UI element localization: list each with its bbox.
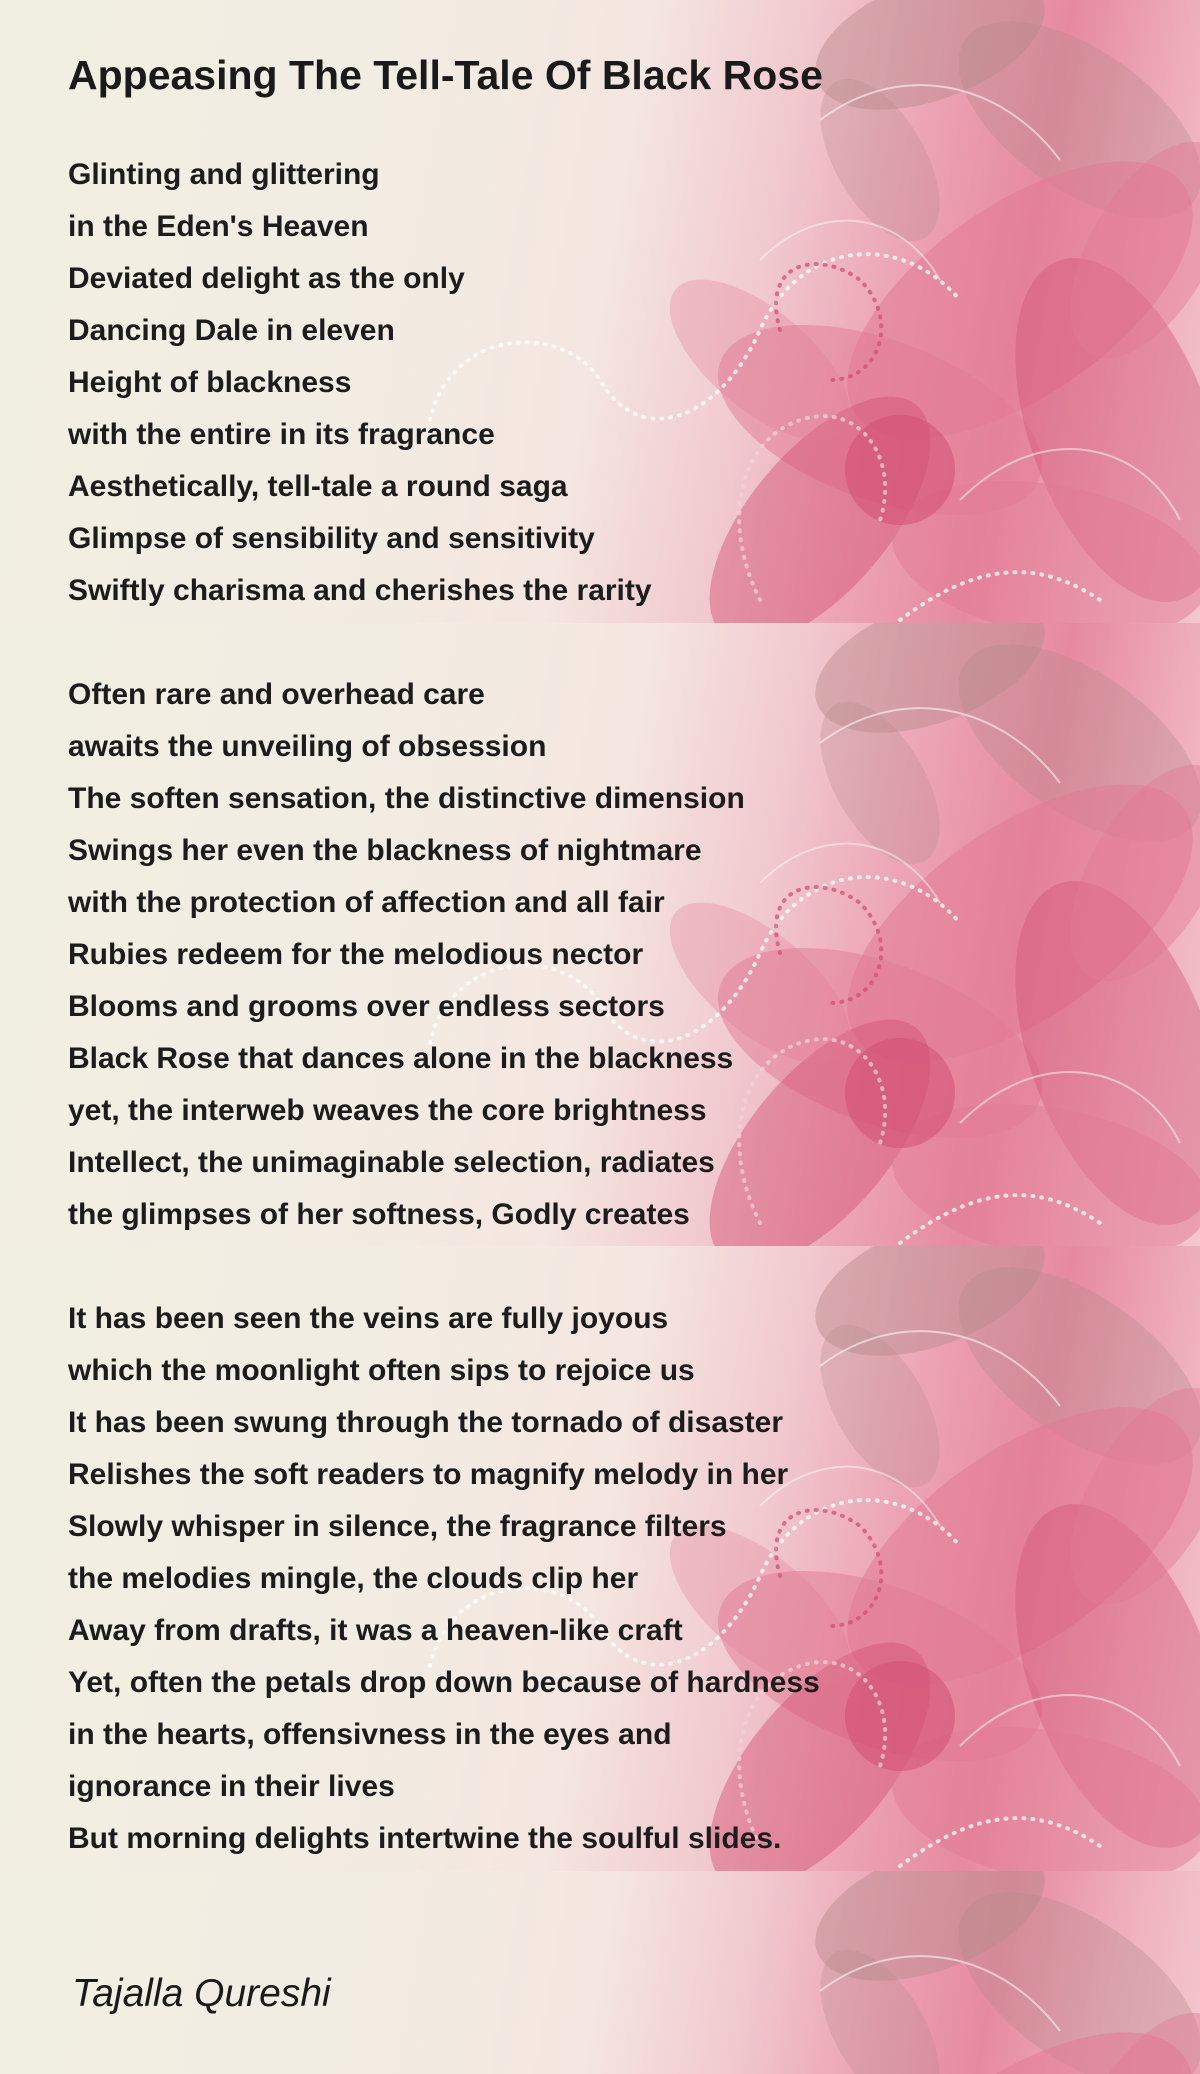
poem-line: Yet, often the petals drop down because of hardness (68, 1666, 820, 1699)
poem-line: yet, the interweb weaves the core brightness (68, 1094, 707, 1127)
stanza-2 (68, 669, 745, 1241)
poem-line: Dancing Dale in eleven (68, 314, 395, 347)
poem-line: awaits the unveiling of obsession (68, 730, 547, 763)
poem-author: Tajalla Qureshi (72, 1972, 331, 2015)
poem-line: Aesthetically, tell-tale a round saga (68, 470, 568, 503)
poem-line: Glinting and glittering (68, 158, 380, 191)
poem-line: Away from drafts, it was a heaven-like craft (68, 1614, 683, 1647)
poem-line: the glimpses of her softness, Godly creates (68, 1198, 690, 1231)
poem-line: which the moonlight often sips to rejoice us (68, 1354, 695, 1387)
poem-line: Deviated delight as the only (68, 262, 465, 295)
poem-line: Height of blackness (68, 366, 352, 399)
poem-line: Relishes the soft readers to magnify melody in her (68, 1458, 789, 1491)
poem-line: in the hearts, offensivness in the eyes and (68, 1718, 672, 1751)
poem-line: Blooms and grooms over endless sectors (68, 990, 665, 1023)
poem-line: Swiftly charisma and cherishes the rarity (68, 574, 652, 607)
stanza-3 (68, 1293, 820, 1865)
poem-line: It has been swung through the tornado of disaster (68, 1406, 784, 1439)
poem-line: in the Eden's Heaven (68, 210, 369, 243)
poem-line: Slowly whisper in silence, the fragrance filters (68, 1510, 727, 1543)
poem-line: with the protection of affection and all fair (68, 886, 665, 919)
poem-line: ignorance in their lives (68, 1770, 395, 1803)
poem-line: Rubies redeem for the melodious nector (68, 938, 644, 971)
stanza-1 (68, 149, 652, 617)
poem-line: It has been seen the veins are fully joyous (68, 1302, 669, 1335)
poem-line: the melodies mingle, the clouds clip her (68, 1562, 639, 1595)
poem-line: Often rare and overhead care (68, 678, 485, 711)
poem-title: Appeasing The Tell-Tale Of Black Rose (68, 52, 823, 98)
poem-line: Swings her even the blackness of nightmare (68, 834, 702, 867)
poem-line: The soften sensation, the distinctive dimension (68, 782, 745, 815)
poem-line: Glimpse of sensibility and sensitivity (68, 522, 595, 555)
poem-line: But morning delights intertwine the soulful slides. (68, 1822, 782, 1855)
poem-line: Intellect, the unimaginable selection, radiates (68, 1146, 715, 1179)
poem-line: Black Rose that dances alone in the blackness (68, 1042, 734, 1075)
poem-line: with the entire in its fragrance (68, 418, 495, 451)
